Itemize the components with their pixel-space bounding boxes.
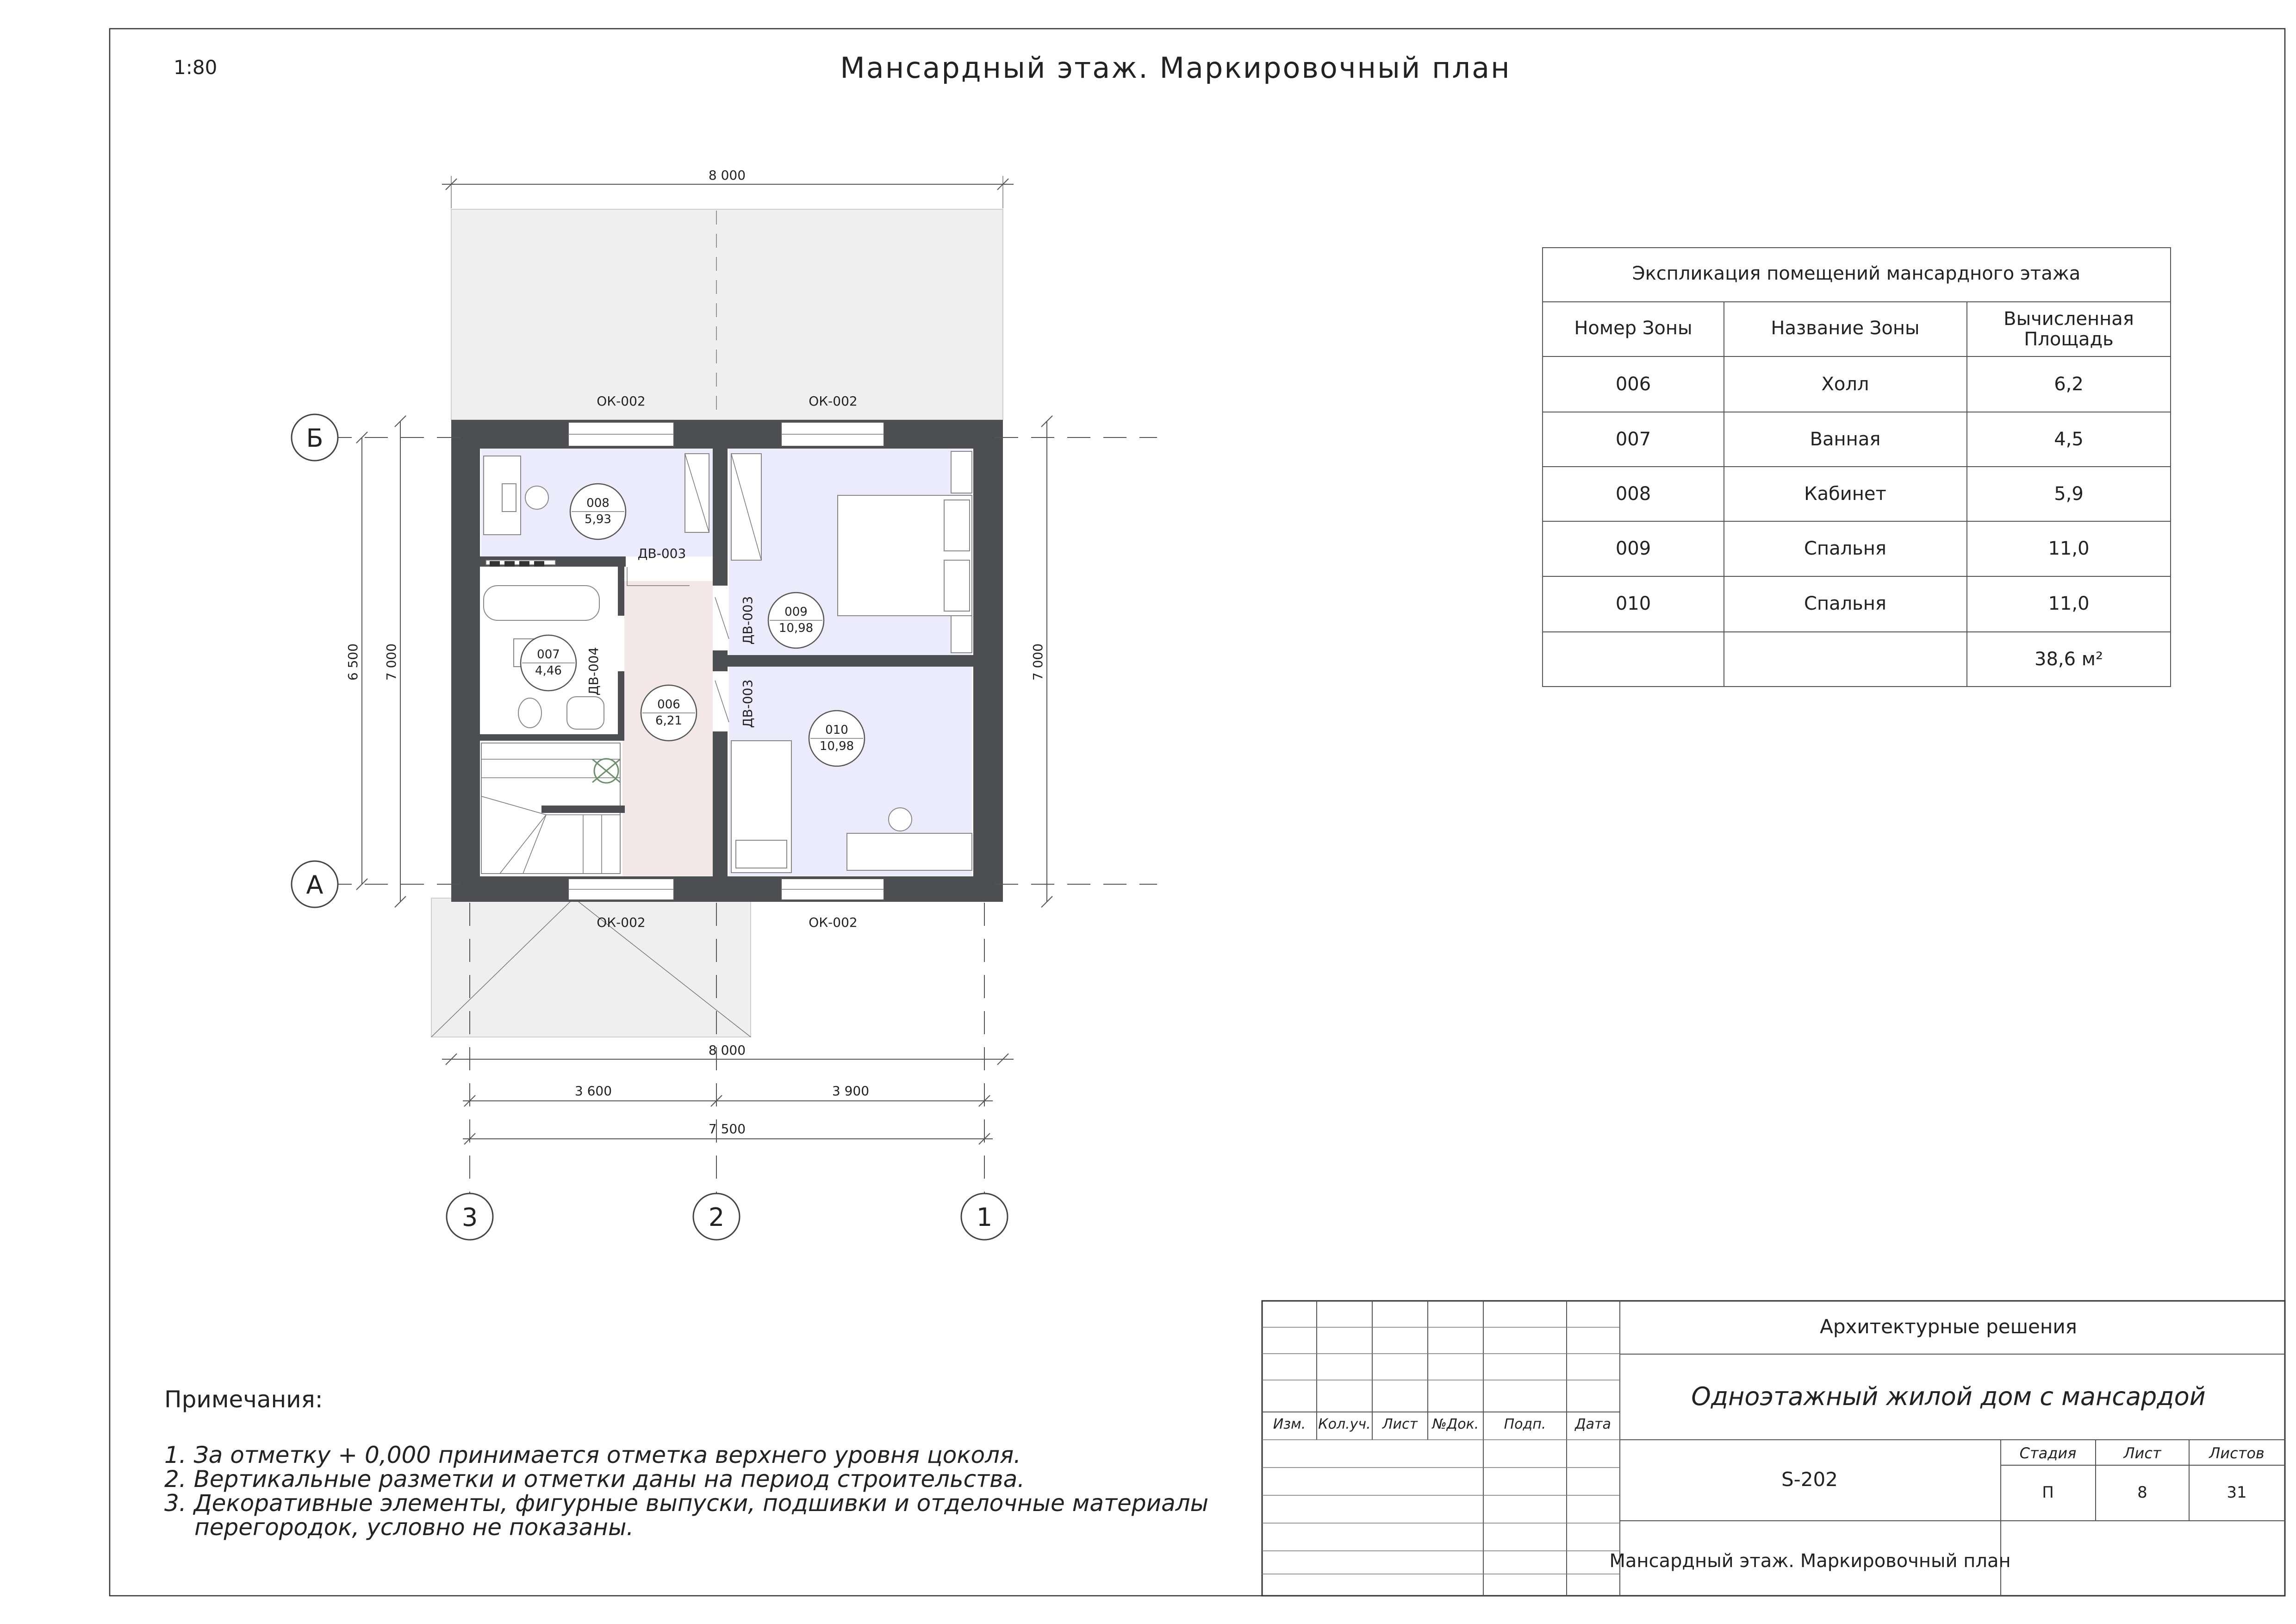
wall-left: [451, 420, 480, 902]
door-tag: ДВ-003: [637, 546, 686, 561]
dimension-top: [442, 168, 1014, 208]
scale-label: 1:80: [174, 56, 218, 79]
dimension-right: [1030, 416, 1052, 907]
toilet: [518, 698, 541, 728]
svg-text:6,21: 6,21: [655, 714, 682, 728]
schedule-cell: Спальня: [1804, 538, 1886, 559]
stamp-stage-label: Стадия: [2019, 1444, 2077, 1462]
stamp-col: Кол.уч.: [1318, 1416, 1371, 1432]
desk-010: [847, 833, 972, 870]
dimension-bottom-total: [463, 1121, 993, 1144]
svg-text:4,46: 4,46: [535, 664, 562, 678]
bathtub: [484, 586, 599, 620]
sheet-title: Мансардный этаж. Маркировочный план: [840, 51, 1511, 85]
svg-text:7 500: 7 500: [708, 1121, 746, 1137]
schedule-cell: Ванная: [1810, 429, 1881, 450]
stamp-col: №Док.: [1432, 1416, 1479, 1432]
svg-text:7 000: 7 000: [384, 643, 399, 681]
chair-010: [889, 808, 912, 831]
svg-text:3: 3: [461, 1203, 478, 1232]
balcony-bottom: [431, 898, 751, 1037]
schedule-header: Название Зоны: [1771, 318, 1920, 339]
room-tag-006: [641, 685, 697, 741]
notes: [164, 1386, 1208, 1541]
schedule-cell: 5,9: [2054, 483, 2084, 505]
staircase: [481, 743, 625, 874]
schedule-cell: 010: [1615, 593, 1651, 614]
stamp-code: S-202: [1781, 1468, 1838, 1491]
note-item: 1. За отметку + 0,000 принимается отметка верхнего уровня цоколя.: [164, 1442, 1021, 1468]
window-tag: ОК-002: [809, 915, 858, 930]
schedule-cell: Кабинет: [1804, 483, 1886, 505]
window-tag: ОК-002: [597, 915, 646, 930]
schedule-header-area: Вычисленная Площадь: [2004, 308, 2134, 350]
schedule-cell: 11,0: [2048, 538, 2090, 559]
svg-text:3 600: 3 600: [574, 1083, 612, 1099]
window-tag: ОК-002: [597, 394, 646, 409]
room-tag-010: [809, 711, 865, 766]
door-opening-010: [713, 671, 728, 731]
axis-bubble-a: [292, 861, 338, 907]
nightstand: [951, 616, 972, 653]
room-tag-008: [570, 484, 626, 539]
schedule-total: 38,6 м²: [2035, 649, 2103, 670]
svg-text:10,98: 10,98: [778, 621, 814, 635]
note-item: 3. Декоративные элементы, фигурные выпуски, подшивки и отделочные материалы: [164, 1490, 1209, 1517]
axis-bubble-1: [961, 1193, 1008, 1240]
svg-text:009: 009: [784, 605, 808, 619]
svg-text:8 000: 8 000: [708, 1043, 746, 1058]
stamp-stage: П: [2042, 1483, 2054, 1502]
svg-text:007: 007: [537, 648, 560, 662]
schedule-cell: 6,2: [2054, 374, 2084, 395]
schedule-cell: Спальня: [1804, 593, 1886, 614]
svg-text:010: 010: [825, 723, 848, 737]
stamp-sheet: 8: [2137, 1483, 2147, 1502]
dimension-left-inner: [384, 416, 406, 907]
axis-bubble-b: [292, 414, 338, 461]
dimension-bottom-overall: [442, 1043, 1014, 1065]
pillow: [944, 500, 970, 551]
stamp-col: Изм.: [1273, 1416, 1306, 1432]
note-item: перегородок, условно не показаны.: [194, 1514, 634, 1541]
pillow: [944, 560, 970, 611]
svg-text:008: 008: [586, 496, 610, 510]
stamp-project: Одноэтажный жилой дом с мансардой: [1691, 1382, 2206, 1411]
door-opening-009: [713, 586, 728, 650]
door-tag: ДВ-003: [740, 679, 755, 728]
svg-text:Б: Б: [306, 424, 324, 453]
schedule-cell: 008: [1615, 483, 1651, 505]
schedule-cell: 4,5: [2054, 429, 2084, 450]
room-schedule-table: [1543, 248, 2171, 687]
note-item: 2. Вертикальные разметки и отметки даны на период строительства.: [164, 1466, 1025, 1493]
wall-bath-stair: [480, 734, 624, 741]
window-tag: ОК-002: [809, 394, 858, 409]
svg-text:2: 2: [708, 1203, 725, 1232]
laptop: [502, 484, 516, 512]
nightstand: [951, 451, 972, 493]
room-tag-007: [521, 635, 576, 691]
axis-bubble-3: [447, 1193, 493, 1240]
wall-interior-vertical: [713, 420, 728, 902]
dimension-left-outer: [345, 432, 367, 890]
wall-interior-bedrooms: [728, 655, 973, 667]
pillow: [736, 840, 787, 868]
wall-right: [973, 420, 1003, 902]
svg-text:5,93: 5,93: [585, 512, 611, 526]
room-tag-009: [768, 593, 824, 648]
title-block: [1262, 1301, 2285, 1596]
svg-text:1: 1: [976, 1203, 993, 1232]
svg-text:6 500: 6 500: [345, 643, 361, 681]
svg-text:7 000: 7 000: [1030, 643, 1045, 681]
door-tag: ДВ-003: [740, 596, 755, 645]
svg-text:006: 006: [657, 698, 680, 712]
schedule-header: Номер Зоны: [1574, 318, 1692, 339]
stamp-col: Подп.: [1504, 1416, 1546, 1432]
svg-text:8 000: 8 000: [708, 168, 746, 183]
sink: [567, 697, 604, 729]
notes-heading: Примечания:: [164, 1386, 323, 1413]
stamp-sheets-label: Листов: [2209, 1444, 2265, 1462]
dimension-bottom-parts: [463, 1083, 993, 1106]
stamp-section: Архитектурные решения: [1820, 1315, 2077, 1338]
chair: [525, 486, 548, 509]
stamp-col: Лист: [1382, 1416, 1418, 1432]
svg-text:3 900: 3 900: [832, 1083, 870, 1099]
axis-bubble-2: [693, 1193, 740, 1240]
schedule-cell: 006: [1615, 374, 1651, 395]
schedule-cell: Холл: [1821, 374, 1869, 395]
schedule-cell: 009: [1615, 538, 1651, 559]
stamp-sheet-label: Лист: [2123, 1444, 2161, 1462]
svg-text:А: А: [306, 870, 324, 899]
door-tag: ДВ-004: [586, 647, 601, 696]
svg-text:10,98: 10,98: [819, 739, 854, 753]
schedule-title: Экспликация помещений мансардного этажа: [1632, 263, 2081, 284]
floor-plan: [292, 168, 1157, 1240]
schedule-cell: 11,0: [2048, 593, 2090, 614]
schedule-cell: 007: [1615, 429, 1651, 450]
roof-area-top: [451, 209, 1003, 420]
door-opening-bath: [618, 616, 624, 671]
stamp-col: Дата: [1575, 1416, 1611, 1432]
stamp-sheets: 31: [2227, 1483, 2247, 1502]
stamp-sheet-name: Мансардный этаж. Маркировочный план: [1609, 1550, 2011, 1572]
